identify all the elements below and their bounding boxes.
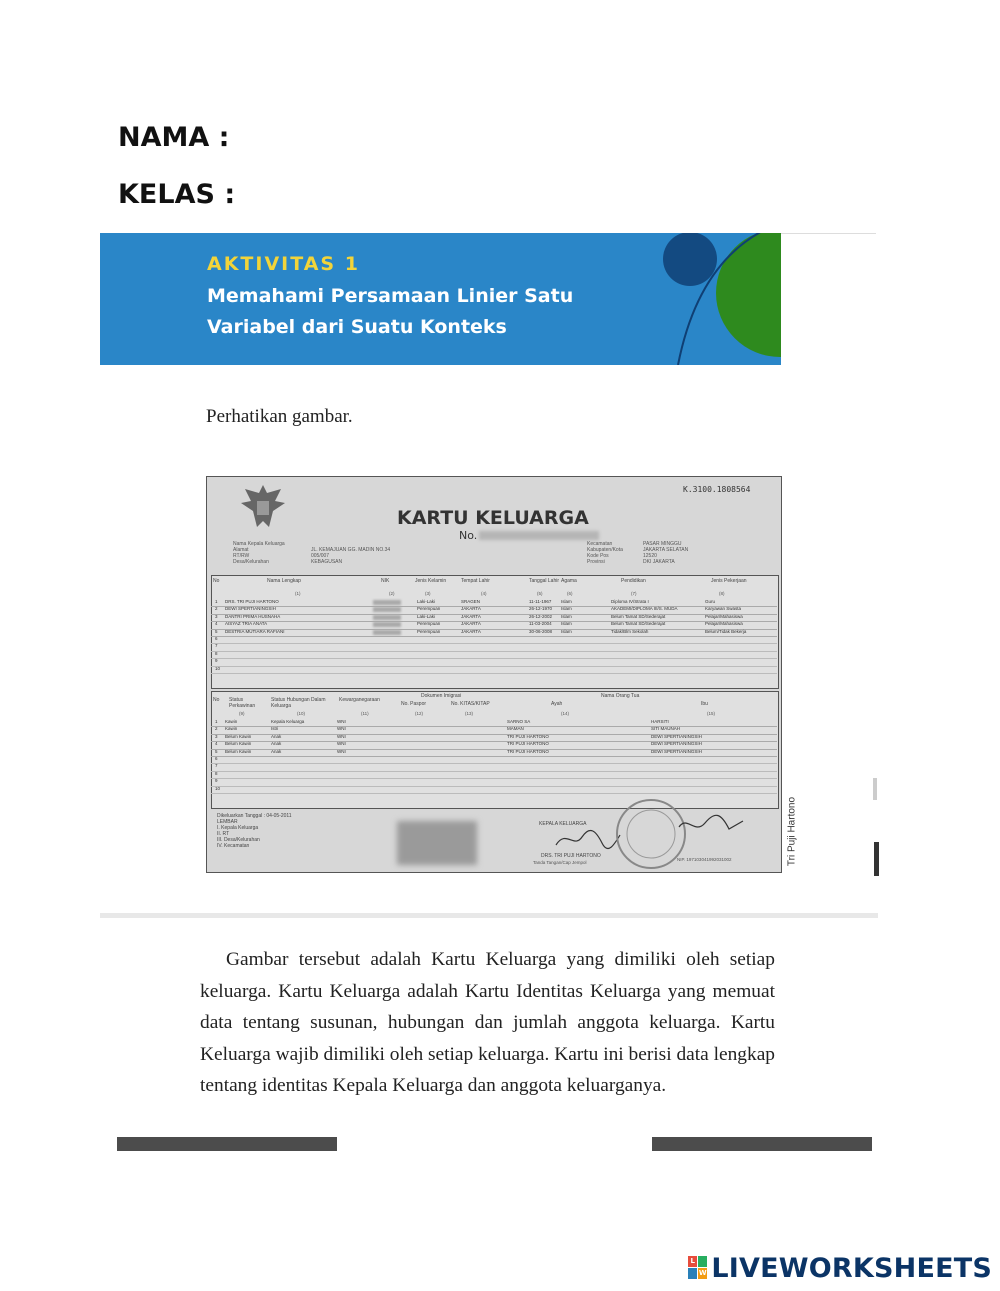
- table-cell: JAKARTA: [461, 628, 481, 634]
- col-number: (8): [719, 591, 725, 596]
- blurred-nik: [373, 615, 401, 620]
- col-header: Status Perkawinan: [229, 697, 256, 709]
- table-cell: Diploma IV/Strata I: [611, 599, 649, 604]
- col-header: Tempat Lahir: [461, 578, 490, 584]
- col-subheader: Ayah: [551, 701, 563, 707]
- row-number: 9: [215, 778, 218, 784]
- table-cell: Belum Kawin: [225, 748, 252, 754]
- table-cell: HARSITI: [651, 719, 669, 724]
- table-cell: 3: [215, 613, 218, 619]
- col-header: No: [213, 697, 220, 703]
- table-cell: Anak: [271, 733, 282, 739]
- col-number: (12): [415, 711, 424, 716]
- col-header: Pendidikan: [621, 578, 646, 584]
- activity-title-line-1: Memahami Persamaan Linier Satu: [207, 285, 574, 307]
- liveworksheets-logo[interactable]: [688, 1253, 992, 1284]
- table-cell: 26-12-1970: [529, 606, 553, 612]
- table-cell: DRS. TRI PUJI HARTONO: [225, 599, 279, 604]
- table-cell: AKADEMI/DIPLOMA III/S. MUDA: [611, 606, 678, 612]
- table-cell: SRAGEN: [461, 599, 481, 604]
- official-nip: NIP. 197103041992031002: [677, 857, 732, 862]
- col-header: Nama Lengkap: [267, 578, 301, 584]
- col-number: (10): [297, 711, 306, 716]
- col-number: (5): [537, 591, 543, 596]
- table-cell: 5: [215, 748, 218, 754]
- doc-number: K.3100.1808564: [683, 485, 751, 494]
- row-number: 6: [215, 636, 218, 641]
- page-divider: [100, 913, 878, 918]
- blurred-number: [479, 531, 599, 540]
- col-header: NIK: [381, 578, 390, 584]
- scan-edge: [874, 842, 879, 876]
- field-label: Kabupaten/Kota: [587, 547, 623, 553]
- col-header: Jenis Pekerjaan: [711, 578, 747, 584]
- field-label: Alamat: [233, 547, 249, 553]
- table-cell: 26-12-2002: [529, 613, 553, 619]
- field-value: KEBAGUSAN: [311, 559, 343, 565]
- official-signature-icon: [677, 811, 747, 839]
- table-cell: 30-06-2008: [529, 628, 553, 634]
- field-label: Kecamatan: [587, 541, 613, 547]
- table-cell: SITI MAUNAH: [651, 726, 681, 732]
- table-cell: WNI: [337, 748, 346, 754]
- col-number: (4): [481, 591, 487, 596]
- issued-block: [217, 813, 292, 849]
- table-cell: Islam: [561, 606, 572, 612]
- card-title: KARTU KELUARGA: [397, 507, 589, 529]
- field-label: Provinsi: [587, 559, 605, 565]
- explanation-paragraph: [200, 944, 775, 1102]
- col-header: Jenis Kelamin: [415, 578, 447, 584]
- col-header: No: [213, 578, 220, 584]
- row-number: 6: [215, 756, 218, 761]
- table-cell: WNI: [337, 733, 346, 739]
- activity-banner: [100, 233, 781, 365]
- table-cell: Tidak/Blm Sekolah: [611, 628, 649, 634]
- table-cell: Islam: [561, 621, 572, 627]
- left-fields: [233, 541, 285, 565]
- table-cell: DEWI SPERTIANINGSIH: [651, 741, 702, 747]
- table-cell: DEWI SPERTIANINGSIH: [225, 606, 276, 612]
- table-cell: Belum Kawin: [225, 741, 252, 747]
- table-cell: Kawin: [225, 726, 238, 732]
- col-subheader: No. Paspor: [401, 701, 427, 707]
- field-label: Desa/Kelurahan: [233, 559, 269, 565]
- table-cell: MAMAN: [507, 726, 524, 732]
- col-header: Kewarganegaraan: [339, 697, 380, 703]
- field-label: Nama Kepala Keluarga: [233, 541, 285, 547]
- col-header: Tanggal Lahir: [529, 578, 560, 584]
- col-number: (2): [389, 591, 395, 596]
- table-cell: TRI PUJI HARTONO: [507, 741, 549, 747]
- row-number: 10: [215, 785, 221, 791]
- blurred-nik: [373, 607, 401, 612]
- table-cell: 1: [215, 719, 218, 724]
- col-number: (11): [361, 711, 369, 716]
- table-cell: Pelajar/Mahasiswa: [705, 621, 743, 627]
- field-value: 005/007: [311, 553, 330, 559]
- col-number: (9): [239, 711, 245, 716]
- table-row-empty: [211, 666, 777, 674]
- photo-credit: [784, 794, 800, 874]
- activity-title: [207, 281, 573, 343]
- col-number: (3): [425, 591, 431, 596]
- logo-tile: [688, 1268, 697, 1279]
- footer-bar-left: [117, 1137, 337, 1151]
- table-cell: 11-03-2004: [529, 621, 552, 627]
- table-cell: Pelajar/Mahasiswa: [705, 613, 743, 619]
- table-cell: Anak: [271, 741, 282, 747]
- field-value: 12520: [643, 553, 657, 559]
- table-cell: JAKARTA: [461, 613, 481, 619]
- table-cell: DESTRIA MUTIARA RAFIANI: [225, 628, 285, 634]
- table-cell: DANTRI PRIMA HUSNAHA: [225, 613, 281, 619]
- table-cell: 11-11-1967: [529, 599, 552, 604]
- distribution-item: III. Desa/Kelurahan: [217, 837, 260, 843]
- col-header: Status Hubungan Dalam Keluarga: [271, 697, 326, 709]
- logo-tile: W: [698, 1269, 707, 1277]
- table-cell: DEWI SPERTIANINGSIH: [651, 733, 702, 739]
- col-header: Dokumen Imigrasi: [421, 693, 462, 699]
- blurred-stamp: [397, 821, 477, 865]
- garuda-emblem-icon: [237, 481, 289, 533]
- issued-date: Dikeluarkan Tanggal : 04-05-2011: [217, 813, 292, 819]
- intro-text: Perhatikan gambar.: [206, 406, 353, 427]
- table-cell: Perempuan: [417, 628, 441, 634]
- col-number: (13): [465, 711, 474, 716]
- table-cell: Anak: [271, 748, 282, 754]
- activity-number: AKTIVITAS 1: [207, 253, 360, 275]
- logo-tiles-icon: [688, 1256, 708, 1280]
- table-cell: Laki-Laki: [417, 599, 436, 604]
- signature-note: Tanda Tangan/Cap Jempol: [533, 860, 587, 865]
- logo-tile: L: [688, 1256, 697, 1267]
- table-cell: Istri: [271, 726, 279, 732]
- class-label: KELAS :: [118, 179, 236, 210]
- table-cell: DEWI SPERTIANINGSIH: [651, 748, 702, 754]
- card-no-label: No.: [459, 529, 478, 542]
- col-header: Agama: [561, 578, 577, 584]
- decorative-circles-icon: [660, 233, 781, 365]
- table-cell: TRI PUJI HARTONO: [507, 748, 549, 754]
- col-header: Nama Orang Tua: [601, 693, 640, 699]
- activity-title-line-2: Variabel dari Suatu Konteks: [207, 316, 507, 338]
- col-number: (1): [295, 591, 301, 596]
- family-card-image: [206, 476, 782, 873]
- field-value: JL. KEMAJUAN GG. MADIN NO.34: [311, 547, 391, 553]
- table-cell: JAKARTA: [461, 606, 481, 612]
- table-cell: WNI: [337, 719, 346, 724]
- right-fields: [587, 541, 623, 565]
- table-cell: Guru: [705, 599, 716, 604]
- table-cell: 5: [215, 628, 218, 634]
- photo-credit-text: Tri Puji Hartono: [786, 796, 798, 867]
- col-number: (15): [707, 711, 716, 716]
- table-cell: AISYAZ TRIA ANATA: [225, 621, 268, 627]
- logo-text: LIVEWORKSHEETS: [711, 1253, 992, 1284]
- head-of-family-label: KEPALA KELUARGA: [539, 821, 587, 827]
- left-values: [311, 541, 390, 565]
- table-cell: TRI PUJI HARTONO: [507, 733, 549, 739]
- row-number: 7: [215, 643, 218, 649]
- table-cell: 4: [215, 741, 218, 747]
- row-number: 10: [215, 665, 221, 671]
- field-value: DKI JAKARTA: [643, 559, 675, 565]
- table-cell: SARNO SA: [507, 719, 531, 724]
- table-row-empty: [211, 786, 777, 794]
- table-cell: Belum Kawin: [225, 733, 252, 739]
- table-cell: Kawin: [225, 719, 238, 724]
- table-cell: 3: [215, 733, 218, 739]
- row-number: 8: [215, 650, 218, 656]
- blurred-nik: [373, 630, 401, 635]
- col-subheader: Ibu: [701, 701, 708, 707]
- row-number: 7: [215, 763, 218, 769]
- blurred-nik: [373, 600, 401, 605]
- col-number: (14): [561, 711, 570, 716]
- logo-tile: [698, 1256, 707, 1267]
- table-cell: Belum Tamat SD/Sederajat: [611, 621, 666, 627]
- right-values: [643, 541, 688, 565]
- name-label: NAMA :: [118, 122, 230, 153]
- distribution-item: LEMBAR: [217, 819, 238, 825]
- blurred-nik: [373, 622, 401, 627]
- table-cell: Islam: [561, 599, 572, 604]
- field-value: JAKARTA SELATAN: [643, 547, 689, 553]
- table-cell: Belum Tamat SD/Sederajat: [611, 613, 666, 619]
- table-cell: Belum/Tidak Bekerja: [705, 628, 747, 634]
- row-number: 8: [215, 770, 218, 776]
- head-name: DRS. TRI PUJI HARTONO: [541, 853, 601, 859]
- table-cell: Islam: [561, 613, 572, 619]
- table-cell: Islam: [561, 628, 572, 634]
- table-cell: Karyawan Swasta: [705, 606, 742, 612]
- table-cell: 2: [215, 606, 218, 612]
- table-cell: Laki-Laki: [417, 613, 436, 619]
- table-cell: 2: [215, 726, 218, 732]
- table-cell: 4: [215, 621, 218, 627]
- col-subheader: No. KITAS/KITAP: [451, 701, 490, 707]
- distribution-item: II. RT: [217, 831, 230, 837]
- distribution-item: I. Kepala Keluarga: [217, 825, 259, 831]
- table-cell: Perempuan: [417, 606, 441, 612]
- footer-bar-right: [652, 1137, 872, 1151]
- table-cell: JAKARTA: [461, 621, 481, 627]
- divider: [781, 233, 876, 234]
- table-cell: Kepala Keluarga: [271, 719, 305, 724]
- col-number: (6): [567, 591, 573, 596]
- table-cell: WNI: [337, 726, 346, 732]
- scan-edge: [873, 778, 877, 800]
- table-cell: Perempuan: [417, 621, 441, 627]
- distribution-item: IV. Kecamatan: [217, 843, 250, 849]
- paragraph-text: Gambar tersebut adalah Kartu Keluarga yang dimiliki oleh setiap keluarga. Kartu Keluarga adalah Kartu Identitas Keluarga yang memuat data tentang susunan, hubungan dan jumlah anggota keluarga. Kartu Keluarga wajib dimiliki oleh setiap keluarga. Kartu ini berisi data lengkap tentang identitas Kepala Keluarga dan anggota keluarganya.: [200, 949, 775, 1097]
- field-value: PASAR MINGGU: [643, 541, 682, 547]
- field-label: RT/RW: [233, 553, 250, 559]
- row-number: 9: [215, 658, 218, 664]
- table-cell: 1: [215, 599, 218, 604]
- table-cell: WNI: [337, 741, 346, 747]
- col-number: (7): [631, 591, 637, 596]
- field-label: Kode Pos: [587, 553, 609, 559]
